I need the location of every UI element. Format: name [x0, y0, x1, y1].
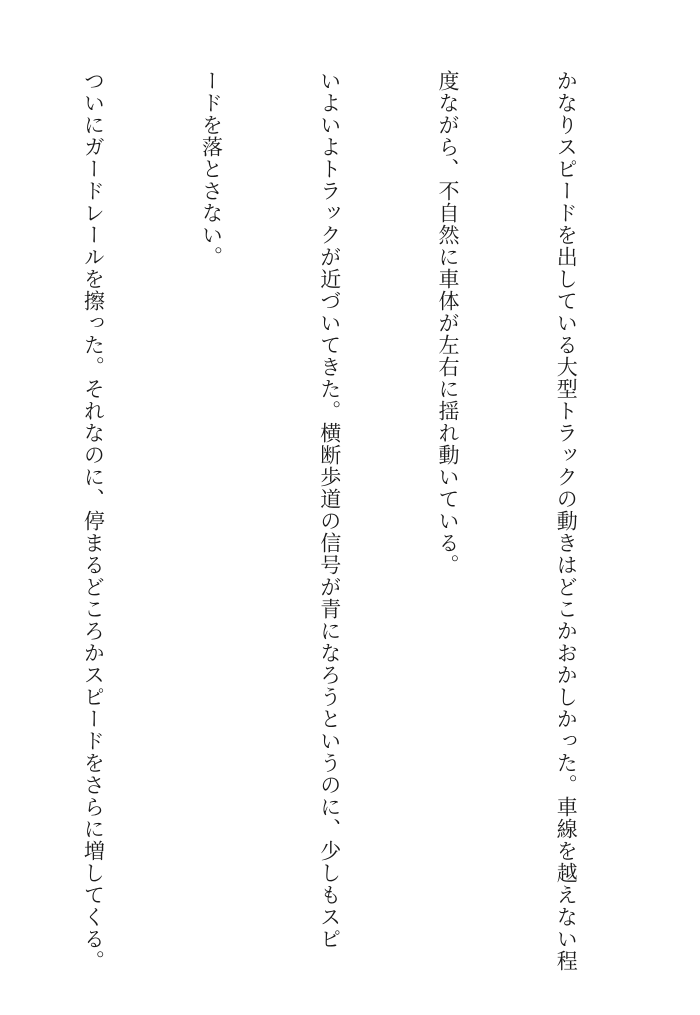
text-line-1: かなりスピードを出している大型トラックの動きはどこかおかしかった。車線を越えない程	[554, 70, 579, 972]
vertical-text-column	[0, 70, 664, 970]
text-line-2: 度ながら、不自然に車体が左右に揺れ動いている。	[435, 70, 460, 576]
text-line-5: ついにガードレールを擦った。それなのに、停まるどころかスピードをさらに増してくる。	[81, 70, 106, 972]
text-line-3: いよいよトラックが近づいてきた。横断歩道の信号が青になろうというのに、少しもスピ	[317, 70, 342, 950]
text-line-4: ードを落とさない。	[199, 70, 224, 268]
